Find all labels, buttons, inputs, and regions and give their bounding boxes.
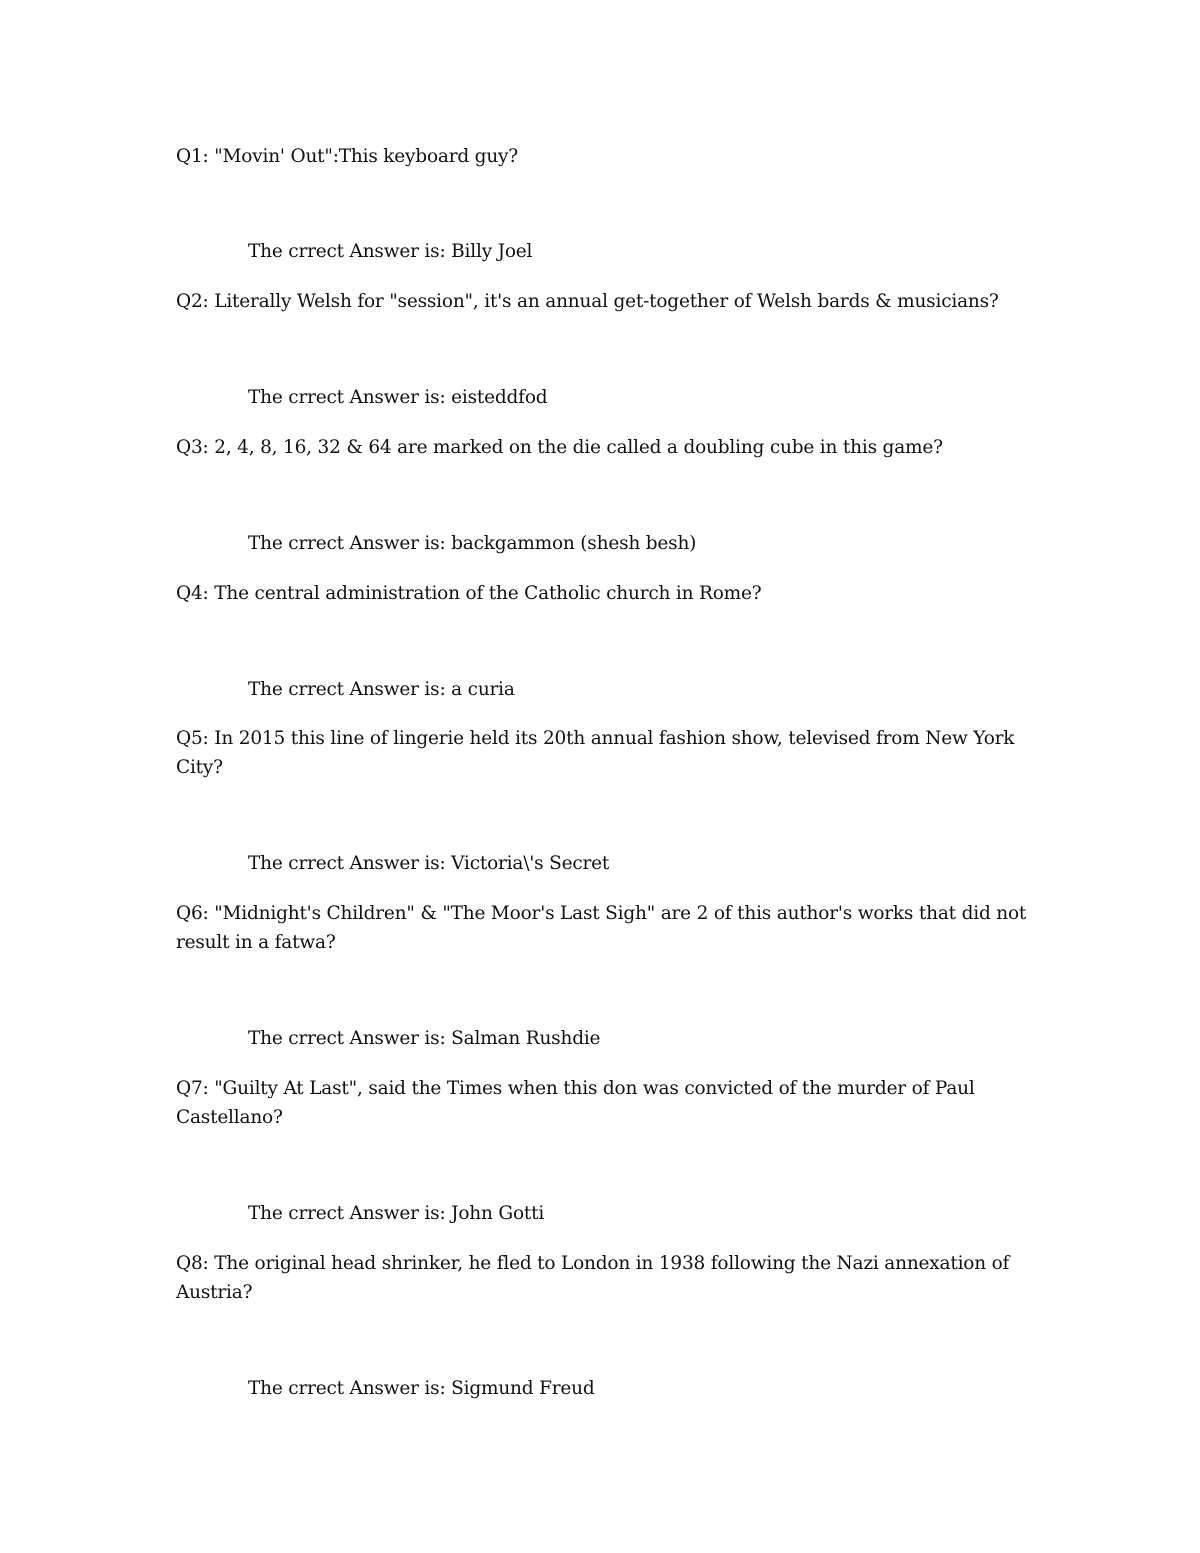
question-1: Q1: "Movin' Out":This keyboard guy? xyxy=(176,146,519,167)
question-6: Q6: "Midnight's Children" & "The Moor's Last Sigh" are 2 of this author's works that did not result in a fatwa? xyxy=(176,903,1027,953)
question-3: Q3: 2, 4, 8, 16, 32 & 64 are marked on the die called a doubling cube in this game? xyxy=(176,437,943,458)
answer-5: The crrect Answer is: Victoria\'s Secret xyxy=(248,853,610,874)
answer-6: The crrect Answer is: Salman Rushdie xyxy=(248,1028,601,1049)
question-5: Q5: In 2015 this line of lingerie held its 20th annual fashion show, televised from New York City? xyxy=(176,728,1015,778)
question-4: Q4: The central administration of the Catholic church in Rome? xyxy=(176,583,762,604)
question-7: Q7: "Guilty At Last", said the Times when this don was convicted of the murder of Paul Castellano? xyxy=(176,1078,975,1128)
answer-4: The crrect Answer is: a curia xyxy=(248,679,515,700)
question-8: Q8: The original head shrinker, he fled to London in 1938 following the Nazi annexation of Austria? xyxy=(176,1253,1010,1303)
answer-7: The crrect Answer is: John Gotti xyxy=(248,1203,545,1224)
answer-2: The crrect Answer is: eisteddfod xyxy=(248,387,548,408)
answer-8: The crrect Answer is: Sigmund Freud xyxy=(248,1378,595,1399)
question-2: Q2: Literally Welsh for "session", it's an annual get-together of Welsh bards & musicians? xyxy=(176,291,999,312)
answer-1: The crrect Answer is: Billy Joel xyxy=(248,241,533,262)
answer-3: The crrect Answer is: backgammon (shesh besh) xyxy=(248,533,697,554)
